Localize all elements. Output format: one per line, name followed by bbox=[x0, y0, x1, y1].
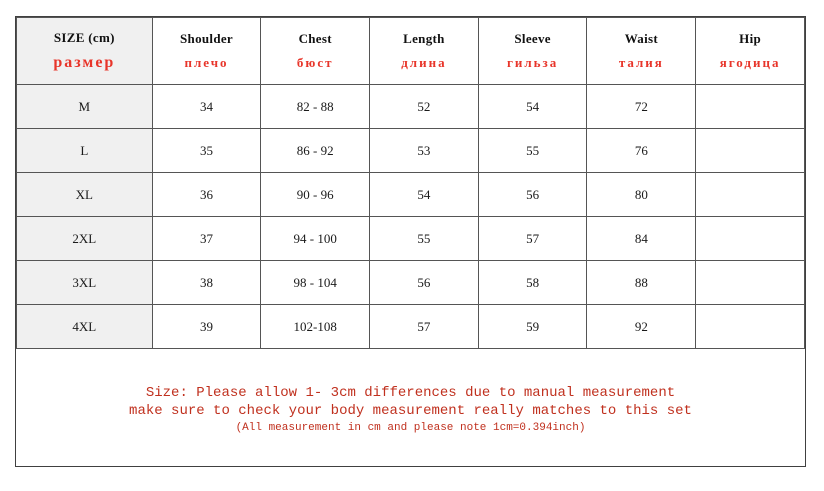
header-chest-en: Chest bbox=[298, 31, 332, 46]
sleeve-cell: 55 bbox=[478, 129, 587, 173]
shoulder-cell: 39 bbox=[152, 305, 261, 349]
sleeve-cell: 57 bbox=[478, 217, 587, 261]
size-cell: 3XL bbox=[17, 261, 153, 305]
waist-cell: 72 bbox=[587, 85, 696, 129]
header-length-en: Length bbox=[403, 31, 445, 46]
size-chart bbox=[15, 16, 806, 467]
header-sleeve-ru: гильза bbox=[506, 55, 559, 70]
table-row bbox=[17, 85, 805, 129]
waist-cell: 84 bbox=[587, 217, 696, 261]
sleeve-cell: 54 bbox=[478, 85, 587, 129]
chest-cell: 90 - 96 bbox=[261, 173, 370, 217]
chest-cell: 98 - 104 bbox=[261, 261, 370, 305]
shoulder-cell: 37 bbox=[152, 217, 261, 261]
note-units: (All measurement in cm and please note 1cm=0.394inch) bbox=[235, 422, 586, 434]
shoulder-cell: 36 bbox=[152, 173, 261, 217]
header-chest bbox=[261, 18, 370, 85]
table-row bbox=[17, 129, 805, 173]
header-shoulder bbox=[152, 18, 261, 85]
notes-section bbox=[16, 384, 805, 436]
header-size-ru: размер bbox=[53, 54, 116, 71]
note-check-measurement: make sure to check your body measurement really matches to this set bbox=[129, 403, 692, 419]
header-sleeve-en: Sleeve bbox=[514, 31, 551, 46]
header-sleeve bbox=[478, 18, 587, 85]
hip-cell bbox=[696, 305, 805, 349]
waist-cell: 92 bbox=[587, 305, 696, 349]
table-row bbox=[17, 305, 805, 349]
table-row bbox=[17, 261, 805, 305]
length-cell: 57 bbox=[370, 305, 479, 349]
size-cell: M bbox=[17, 85, 153, 129]
table-row bbox=[17, 173, 805, 217]
waist-cell: 76 bbox=[587, 129, 696, 173]
header-length-ru: длина bbox=[401, 55, 447, 70]
size-table bbox=[16, 17, 805, 349]
shoulder-cell: 35 bbox=[152, 129, 261, 173]
chest-cell: 94 - 100 bbox=[261, 217, 370, 261]
sleeve-cell: 59 bbox=[478, 305, 587, 349]
waist-cell: 80 bbox=[587, 173, 696, 217]
waist-cell: 88 bbox=[587, 261, 696, 305]
header-waist bbox=[587, 18, 696, 85]
header-hip bbox=[696, 18, 805, 85]
length-cell: 56 bbox=[370, 261, 479, 305]
hip-cell bbox=[696, 217, 805, 261]
size-cell: XL bbox=[17, 173, 153, 217]
hip-cell bbox=[696, 173, 805, 217]
header-row bbox=[17, 18, 805, 85]
shoulder-cell: 38 bbox=[152, 261, 261, 305]
sleeve-cell: 56 bbox=[478, 173, 587, 217]
header-shoulder-en: Shoulder bbox=[180, 31, 234, 46]
length-cell: 53 bbox=[370, 129, 479, 173]
header-size bbox=[17, 18, 153, 85]
header-waist-ru: талия bbox=[618, 55, 664, 70]
header-hip-en: Hip bbox=[739, 31, 762, 46]
length-cell: 52 bbox=[370, 85, 479, 129]
header-waist-en: Waist bbox=[624, 31, 658, 46]
hip-cell bbox=[696, 129, 805, 173]
sleeve-cell: 58 bbox=[478, 261, 587, 305]
shoulder-cell: 34 bbox=[152, 85, 261, 129]
chest-cell: 86 - 92 bbox=[261, 129, 370, 173]
header-size-en: SIZE (cm) bbox=[53, 30, 115, 45]
header-chest-ru: бюст bbox=[296, 55, 334, 70]
size-cell: 2XL bbox=[17, 217, 153, 261]
header-length bbox=[370, 18, 479, 85]
hip-cell bbox=[696, 261, 805, 305]
length-cell: 54 bbox=[370, 173, 479, 217]
length-cell: 55 bbox=[370, 217, 479, 261]
header-hip-ru: ягодица bbox=[719, 55, 781, 70]
table-row bbox=[17, 217, 805, 261]
hip-cell bbox=[696, 85, 805, 129]
size-cell: 4XL bbox=[17, 305, 153, 349]
size-cell: L bbox=[17, 129, 153, 173]
header-shoulder-ru: плечо bbox=[184, 55, 229, 70]
note-tolerance: Size: Please allow 1- 3cm differences due to manual measurement bbox=[145, 385, 676, 401]
chest-cell: 82 - 88 bbox=[261, 85, 370, 129]
chest-cell: 102-108 bbox=[261, 305, 370, 349]
